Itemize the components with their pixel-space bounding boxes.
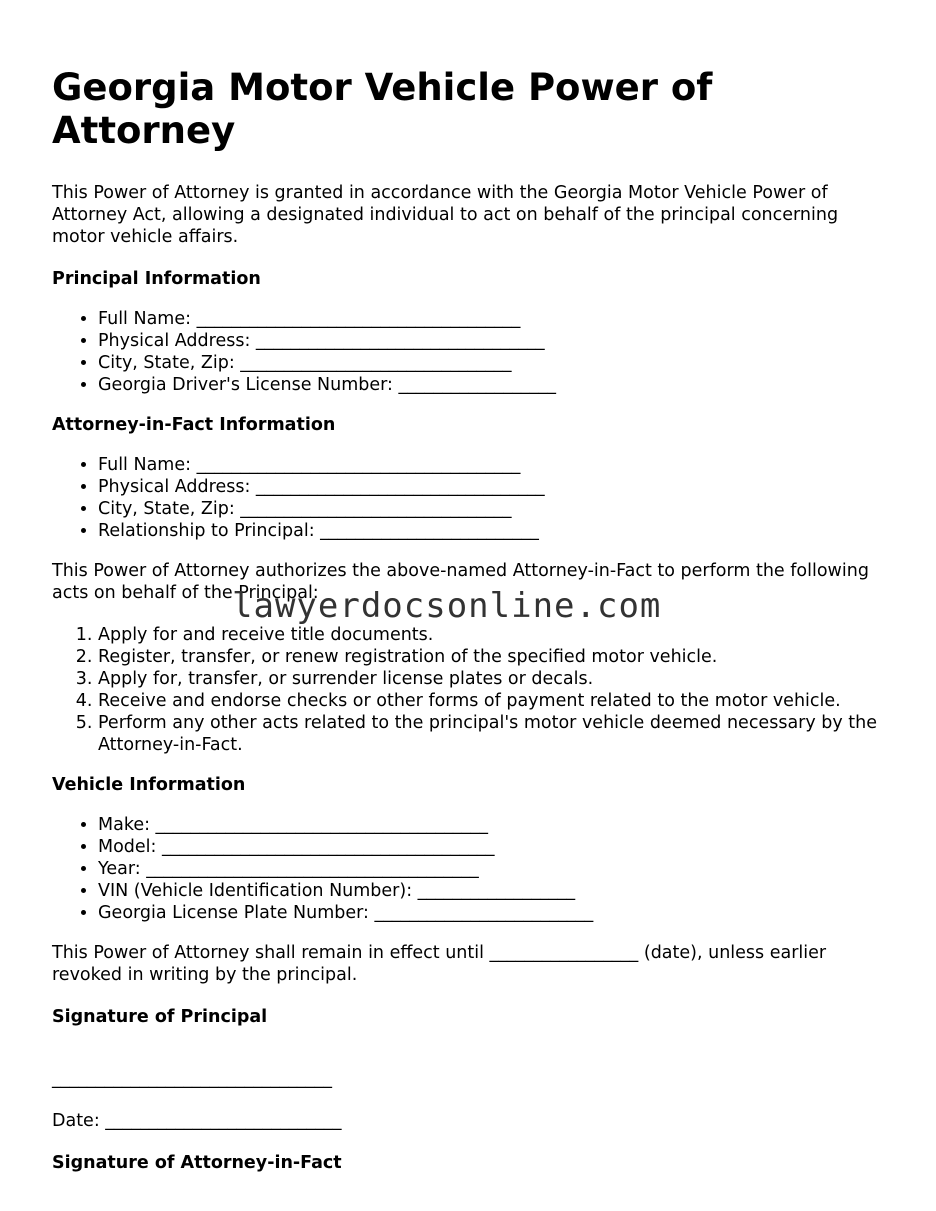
principal-full-name-field: • Full Name: _____________________________________ xyxy=(98,308,888,330)
vehicle-model-field: • Model: ______________________________________ xyxy=(98,836,888,858)
vehicle-make-field: • Make: ______________________________________ xyxy=(98,814,888,836)
act-item: 5. Perform any other acts related to the principal's motor vehicle deemed necessary by the Attorney-in-Fact. xyxy=(98,712,888,756)
principal-signature-heading: Signature of Principal xyxy=(52,1007,268,1027)
vehicle-year-field: • Year: ______________________________________ xyxy=(98,858,888,880)
act-item: 4. Receive and endorse checks or other forms of payment related to the motor vehicle. xyxy=(98,690,888,712)
document-page xyxy=(52,66,888,1192)
principal-signature-line: ________________________________ xyxy=(52,1069,332,1089)
principal-date-line: Date: ___________________________ xyxy=(52,1111,342,1131)
effective-paragraph: This Power of Attorney shall remain in effect until _________________ (date), unless earlier revoked in writing by the principal. xyxy=(52,943,827,985)
act-item: 1. Apply for and receive title documents. xyxy=(98,624,888,646)
intro-paragraph: This Power of Attorney is granted in accordance with the Georgia Motor Vehicle Power of Attorney Act, allowing a designated individual to act on behalf of the principal concerning motor vehicle affairs. xyxy=(52,183,839,247)
document-title: Georgia Motor Vehicle Power of Attorney xyxy=(52,66,713,152)
principal-address-field: • Physical Address: _________________________________ xyxy=(98,330,888,352)
attorney-heading: Attorney-in-Fact Information xyxy=(52,415,336,435)
attorney-list xyxy=(52,454,888,542)
signature-space xyxy=(52,1046,888,1068)
act-item: 3. Apply for, transfer, or surrender license plates or decals. xyxy=(98,668,888,690)
authorization-paragraph: This Power of Attorney authorizes the above-named Attorney-in-Fact to perform the following acts on behalf of the Principal: xyxy=(52,561,869,603)
act-item: 2. Register, transfer, or renew registration of the specified motor vehicle. xyxy=(98,646,888,668)
watermark-text: lawyerdocsonline.com xyxy=(232,586,662,626)
attorney-signature-heading: Signature of Attorney-in-Fact xyxy=(52,1153,342,1173)
principal-city-state-zip-field: • City, State, Zip: _______________________________ xyxy=(98,352,888,374)
attorney-full-name-field: • Full Name: _____________________________________ xyxy=(98,454,888,476)
acts-list xyxy=(52,624,888,756)
vehicle-plate-field: • Georgia License Plate Number: _________________________ xyxy=(98,902,888,924)
vehicle-heading: Vehicle Information xyxy=(52,775,246,795)
attorney-city-state-zip-field: • City, State, Zip: _______________________________ xyxy=(98,498,888,520)
principal-license-field: • Georgia Driver's License Number: __________________ xyxy=(98,374,888,396)
principal-heading: Principal Information xyxy=(52,269,261,289)
attorney-relationship-field: • Relationship to Principal: _________________________ xyxy=(98,520,888,542)
vehicle-list xyxy=(52,814,888,924)
principal-list xyxy=(52,308,888,396)
vehicle-vin-field: • VIN (Vehicle Identification Number): __________________ xyxy=(98,880,888,902)
attorney-address-field: • Physical Address: _________________________________ xyxy=(98,476,888,498)
